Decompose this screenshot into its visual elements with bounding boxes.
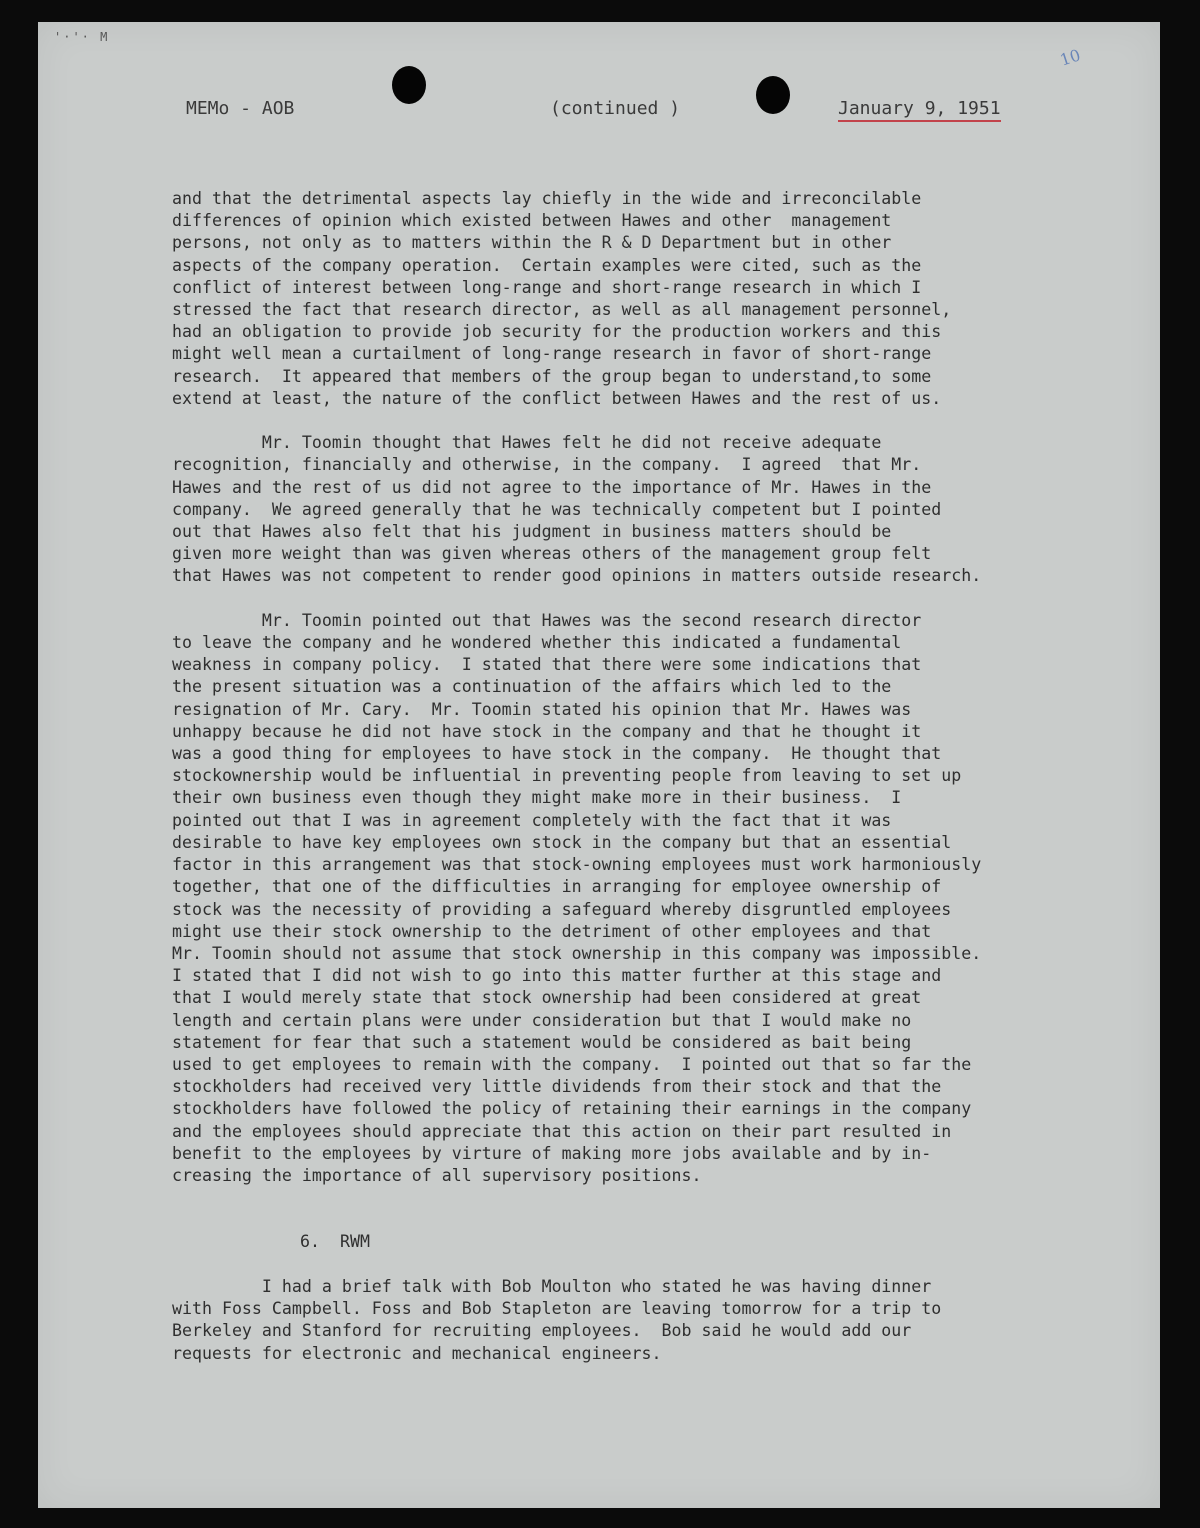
memo-header-continued: (continued ) — [550, 98, 681, 119]
corner-mark: '·'· M — [54, 30, 110, 44]
punch-hole-right — [756, 76, 790, 114]
memo-page — [38, 22, 1160, 1508]
memo-header-title: MEMo - AOB — [186, 98, 295, 119]
paragraph-1: and that the detrimental aspects lay chiefly in the wide and irreconcilable differences of opinion which existed between Hawes and other management persons, not only as to matters within the R & D Department but in other aspects of the company operation. Certain examples were cited, such as the conflict of interest between long-range and short-range research in which I stressed the fact that research director, as well as all management personnel, had an obligation to provide job security for the production workers and this might well mean a curtailment of long-range research in favor of short-range research. It appeared that members of the group began to understand,to some extend at least, the nature of the conflict between Hawes and the rest of us. — [172, 189, 952, 408]
memo-body — [172, 188, 1112, 1187]
punch-hole-left — [392, 66, 426, 104]
section-heading: 6. RWM — [300, 1232, 370, 1251]
page-number: 10 — [1057, 45, 1083, 70]
memo-header-date: January 9, 1951 — [838, 98, 1001, 122]
paragraph-2: Mr. Toomin thought that Hawes felt he did not receive adequate recognition, financially and otherwise, in the company. I agreed that Mr. Hawes and the rest of us did not agree to the importance of Mr. Hawes in the company. We agreed generally that he was technically competent but I pointed out that Hawes also felt that his judgment in business matters should be given more weight than was given whereas others of the management group felt that Hawes was not competent to render good opinions in matters outside research. — [172, 433, 982, 586]
paragraph-3: Mr. Toomin pointed out that Hawes was the second research director to leave the company and he wondered whether this indicated a fundamental weakness in company policy. I stated that there were some indications that the present situation was a continuation of the affairs which led to the resignation of Mr. Cary. Mr. Toomin stated his opinion that Mr. Hawes was unhappy because he did not have stock in the company and that he thought it was a good thing for employees to have stock in the company. He thought that stockownership would be influential in preventing people from leaving to set up their own business even though they might make more in their business. I pointed out that I was in agreement completely with the fact that it was desirable to have key employees own stock in the company but that an essential factor in this arrangement was that stock-owning employees must work harmoniously together, that one of the difficulties in arranging for employee ownership of stock was the necessity of providing a safeguard whereby disgruntled employees might use their stock ownership to the detriment of other employees and that Mr. Toomin should not assume that stock ownership in this company was impossible. I stated that I did not wish to go into this matter further at this stage and that I would merely state that stock ownership had been considered at great length and certain plans were under consideration but that I would make no statement for fear that such a statement would be considered as bait being used to get employees to remain with the company. I pointed out that so far the stockholders had received very little dividends from their stock and that the stockholders have followed the policy of retaining their earnings in the company and the employees should appreciate that this action on their part resulted in benefit to the employees by virture of making more jobs available and by in- creasing the importance of all supervisory positions. — [172, 610, 982, 1185]
final-paragraph: I had a brief talk with Bob Moulton who stated he was having dinner with Foss Campbell. Foss and Bob Stapleton are leaving tomorrow for a trip to Berkeley and Stanford for recruiting employees. Bob said he would add our requests for electronic and mechanical engineers. — [172, 1277, 942, 1363]
